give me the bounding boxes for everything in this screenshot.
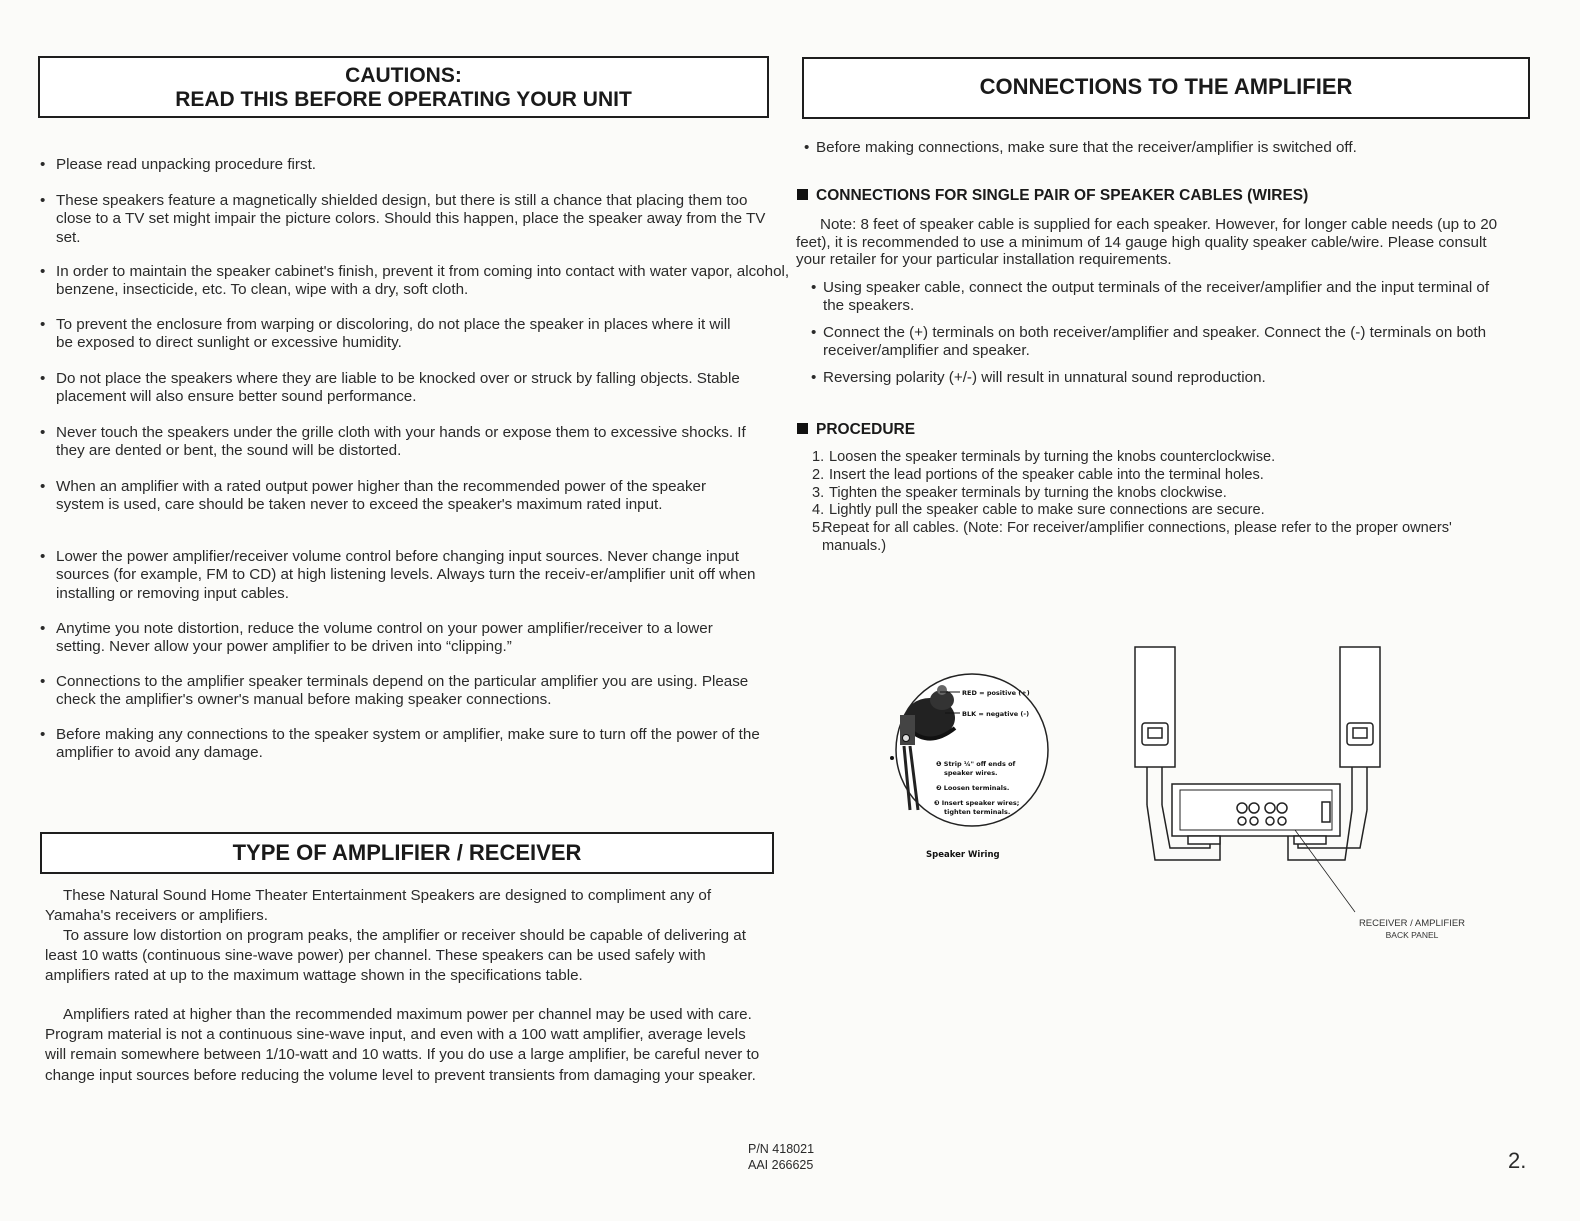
- caution-item: • Please read unpacking procedure first.: [40, 156, 791, 174]
- speaker-wiring-diagram: [870, 630, 1490, 950]
- cable-note: Note: 8 feet of speaker cable is supplied for each speaker. However, for longer cable needs (up to 20 feet), it is recommended to use a minimum of 14 gauge high quality speaker cable/wire. Please consult your retailer for your particular installation requirements.: [796, 216, 1498, 269]
- step-text: Lightly pull the speaker cable to make sure connections are secure.: [829, 502, 1265, 519]
- part-number: P/N 418021: [748, 1142, 815, 1156]
- procedure-heading-text: PROCEDURE: [816, 421, 916, 438]
- procedure-step: [812, 467, 1512, 485]
- caution-item: • Never touch the speakers under the grille cloth with your hands or expose them to excessive shocks. If they are dented or bent, the sound will be distorted.: [40, 424, 766, 461]
- caution-item: • Do not place the speakers where they are liable to be knocked over or struck by falling objects. Stable placement will also ensure better sound performance.: [40, 370, 791, 407]
- cautions-header-box: [38, 56, 769, 118]
- wiring-caption: Speaker Wiring: [926, 850, 1000, 860]
- step-number: 2.: [812, 466, 825, 483]
- connections-header-box: [802, 57, 1530, 119]
- label-step2: ❷ Loosen terminals.: [936, 784, 1010, 792]
- square-bullet-icon: [797, 189, 808, 200]
- square-bullet-icon: [797, 423, 808, 434]
- amplifier-paragraph: Amplifiers rated at higher than the recommended maximum power per channel may be used with care. Program material is not a continuous sine-wave input, and even with a 100 watt amplifier, average levels will remain somewhere between 1/10-watt and 10 watts. If you do use a large amplifier, be careful never to change input sources before reducing the volume level to prevent transients from damaging your speaker.: [45, 1006, 760, 1084]
- caution-item: • These speakers feature a magnetically shielded design, but there is still a chance that placing them too close to a TV set might impair the picture colors. Should this happen, place the speaker away from the TV set.: [40, 192, 771, 247]
- cautions-title-line2: READ THIS BEFORE OPERATING YOUR UNIT: [175, 88, 632, 111]
- connections-title: CONNECTIONS TO THE AMPLIFIER: [979, 74, 1353, 99]
- label-step1b: speaker wires.: [944, 769, 998, 777]
- caution-item: • In order to maintain the speaker cabinet's finish, prevent it from coming into contact with water vapor, alcohol, benzene, insecticide, etc. To clean, wipe with a dry, soft cloth.: [40, 263, 791, 300]
- procedure-list: [812, 449, 1512, 556]
- procedure-step: [812, 520, 1512, 556]
- step-number: 1.: [812, 449, 825, 465]
- procedure-heading: [797, 421, 915, 439]
- wiring-inset: [890, 674, 1048, 860]
- single-pair-heading-text: CONNECTIONS FOR SINGLE PAIR OF SPEAKER CABLES (WIRES): [816, 187, 1309, 204]
- step-text: Loosen the speaker terminals by turning the knobs counterclockwise.: [829, 449, 1276, 465]
- connections-bullet: • Using speaker cable, connect the output terminals of the receiver/amplifier and the input terminal of the speakers.: [811, 279, 1503, 316]
- amplifier-paragraph: These Natural Sound Home Theater Entertainment Speakers are designed to compliment any of Yamaha's receivers or amplifiers.: [45, 887, 712, 925]
- amplifier-type-title: TYPE OF AMPLIFIER / RECEIVER: [232, 840, 582, 865]
- amplifier-paragraph: To assure low distortion on program peaks, the amplifier or receiver should be capable of delivering at least 10 watts (continuous sine-wave power) per channel. These speakers can be used safely with amplifiers rated at up to the maximum wattage shown in the specifications table.: [45, 927, 746, 985]
- step-text: Tighten the speaker terminals by turning the knobs clockwise.: [829, 484, 1227, 501]
- amplifier-type-header-box: [40, 832, 774, 874]
- procedure-step: [812, 485, 1512, 503]
- caution-item: • Anytime you note distortion, reduce the volume control on your power amplifier/receiver to a lower setting. Never allow your power amplifier to be driven into “clipping.”: [40, 620, 756, 657]
- caution-item: • Before making any connections to the speaker system or amplifier, make sure to turn off the power of the amplifier to avoid any damage.: [40, 726, 771, 763]
- caution-item: • When an amplifier with a rated output power higher than the recommended power of the speaker system is used, care should be taken never to exceed the speaker's maximum rated input.: [40, 478, 736, 515]
- connections-bullet: • Reversing polarity (+/-) will result in unnatural sound reproduction.: [811, 369, 1503, 387]
- aai-number: AAI 266625: [748, 1158, 814, 1172]
- page-number: 2.: [1508, 1148, 1527, 1173]
- step-text: Repeat for all cables. (Note: For receiver/amplifier connections, please refer to the proper owners' manuals.): [822, 520, 1452, 554]
- right-speaker: [1340, 647, 1380, 810]
- procedure-step: [812, 502, 1512, 520]
- panel-caption-line2: BACK PANEL: [1385, 930, 1439, 940]
- single-pair-heading: [797, 187, 1308, 205]
- procedure-step: [812, 449, 1512, 467]
- step-text: Insert the lead portions of the speaker cable into the terminal holes.: [829, 466, 1264, 483]
- step-number: 3.: [812, 484, 825, 501]
- left-speaker: [1135, 647, 1175, 805]
- label-blk: BLK = negative (-): [962, 710, 1030, 718]
- caution-item: • Lower the power amplifier/receiver volume control before changing input sources. Never change input sources (for example, FM to CD) at high listening levels. Always turn the receiv-er/amplifier unit off when installing or removing input cables.: [40, 548, 771, 603]
- connections-intro: • Before making connections, make sure that the receiver/amplifier is switched off.: [804, 139, 1516, 157]
- panel-caption-line1: RECEIVER / AMPLIFIER: [1358, 918, 1466, 929]
- label-step3: ❸ Insert speaker wires;: [934, 799, 1020, 807]
- label-step1: ❶ Strip ¼" off ends of: [936, 760, 1016, 768]
- label-step3b: tighten terminals.: [944, 808, 1011, 816]
- caution-item: • To prevent the enclosure from warping or discoloring, do not place the speaker in places where it will be exposed to direct sunlight or excessive humidity.: [40, 316, 746, 353]
- cautions-title-line1: CAUTIONS:: [345, 64, 462, 87]
- connections-bullet: • Connect the (+) terminals on both receiver/amplifier and speaker. Connect the (-) terminals on both receiver/amplifier and speaker.: [811, 324, 1523, 361]
- amplifier-unit: [1172, 784, 1340, 844]
- label-red: RED = positive (+): [962, 689, 1030, 697]
- step-number: 5.: [812, 520, 825, 537]
- step-number: 4.: [812, 502, 825, 519]
- caution-item: • Connections to the amplifier speaker terminals depend on the particular amplifier you are using. Please check the amplifier's owner's manual before making speaker connections.: [40, 673, 756, 710]
